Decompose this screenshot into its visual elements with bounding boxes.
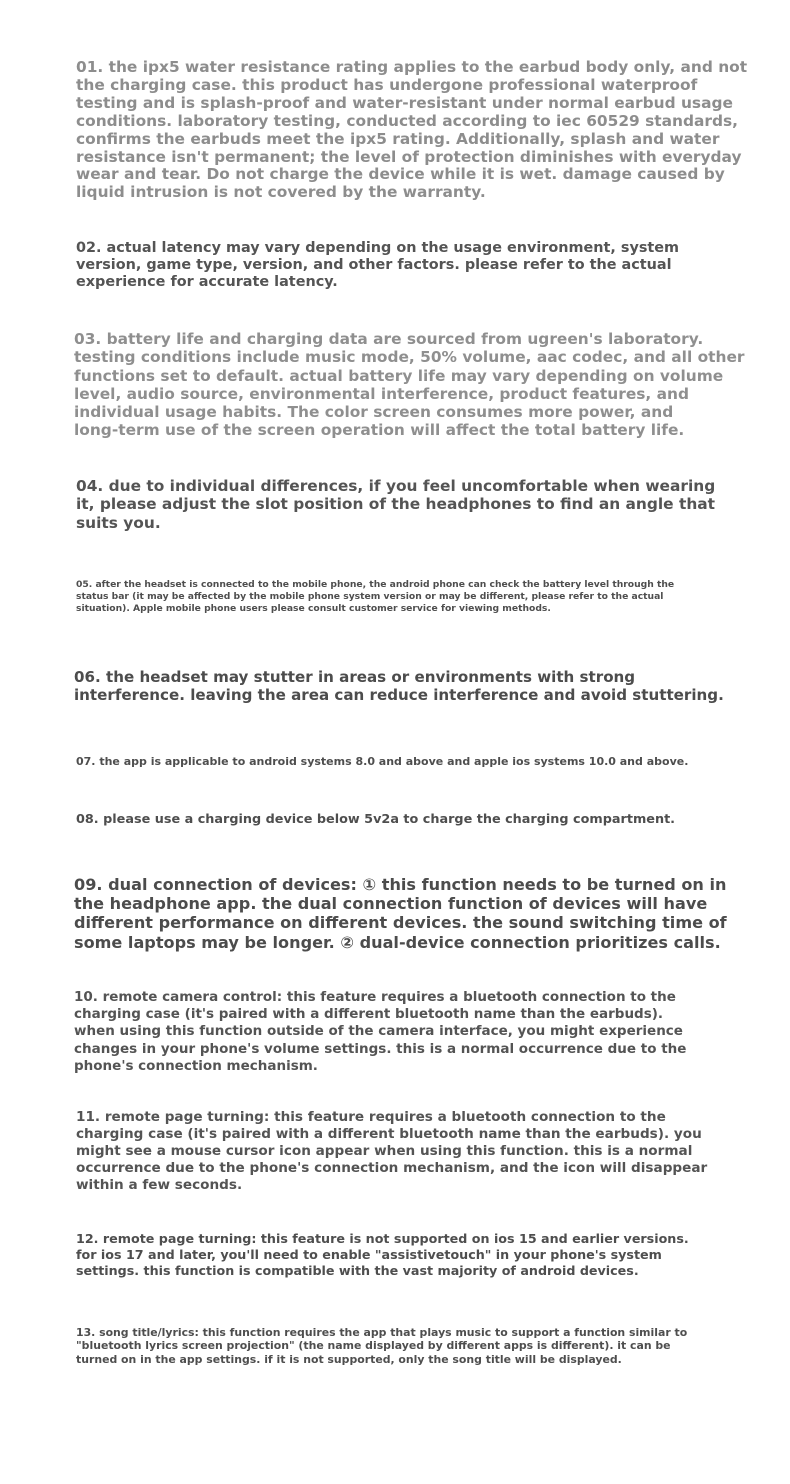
note-10-remote-camera: 10. remote camera control: this feature requires a bluetooth connection to the charging case (it's paired with a different bluetooth name than the earbuds). when using this function outside of the camera interface, you might experience changes in your phone's volume settings. this is a normal occurrence due to the phone's connection mechanism. bbox=[74, 989, 687, 1074]
note-11-remote-page-turning: 11. remote page turning: this feature requires a bluetooth connection to the charging case (it's paired with a different bluetooth name than the earbuds). you might see a mouse cursor icon appear when using this function. this is a normal occurrence due to the phone's connection mechanism, and the icon will disappear within a few seconds. bbox=[76, 1109, 708, 1194]
note-13-song-title-lyrics: 13. song title/lyrics: this function requires the app that plays music to support a function similar to "bluetooth lyrics screen projection" (the name displayed by different apps is different). it can be turned on in the app settings. if it is not supported, only the song title will be displayed. bbox=[76, 1326, 688, 1366]
note-07-app-compatibility: 07. the app is applicable to android systems 8.0 and above and apple ios systems 10.0 and above. bbox=[76, 755, 689, 768]
note-06-stutter: 06. the headset may stutter in areas or environments with strong interference. leaving the area can reduce interference and avoid stuttering. bbox=[74, 668, 724, 704]
note-03-battery-life: 03. battery life and charging data are sourced from ugreen's laboratory. testing conditions include music mode, 50% volume, aac codec, and all other functions set to default. actual battery life may vary depending on volume level, audio source, environmental interference, product features, and individual usage habits. The color screen consumes more power, and long-term use of the screen operation will affect the total battery life. bbox=[74, 330, 745, 440]
note-01-water-resistance: 01. the ipx5 water resistance rating applies to the earbud body only, and not the charging case. this product has undergone professional waterproof testing and is splash-proof and water-resistant under normal earbud usage conditions. laboratory testing, conducted according to iec 60529 standards, confirms the earbuds meet the ipx5 rating. Additionally, splash and water resistance isn't permanent; the level of protection diminishes with everyday wear and tear. Do not charge the device while it is wet. damage caused by liquid intrusion is not covered by the warranty. bbox=[76, 58, 748, 202]
note-12-remote-page-turning-ios: 12. remote page turning: this feature is not supported on ios 15 and earlier versions. for ios 17 and later, you'll need to enable "assistivetouch" in your phone's system settings. this function is compatible with the vast majority of android devices. bbox=[76, 1231, 689, 1278]
note-04-wearing-fit: 04. due to individual differences, if you feel uncomfortable when wearing it, please adjust the slot position of the headphones to find an angle that suits you. bbox=[76, 477, 716, 532]
note-08-charging-device: 08. please use a charging device below 5v2a to charge the charging compartment. bbox=[76, 812, 676, 827]
note-09-dual-connection: 09. dual connection of devices: ① this function needs to be turned on in the headphone app. the dual connection function of devices will have different performance on different devices. the sound switching time of some laptops may be longer. ② dual-device connection prioritizes calls. bbox=[74, 875, 727, 952]
note-05-battery-level: 05. after the headset is connected to the mobile phone, the android phone can check the battery level through the status bar (it may be affected by the mobile phone system version or may be different, please refer to the actual situation). Apple mobile phone users please consult customer service for viewing methods. bbox=[76, 579, 675, 614]
note-02-latency: 02. actual latency may vary depending on the usage environment, system version, game type, version, and other factors. please refer to the actual experience for accurate latency. bbox=[76, 240, 680, 290]
